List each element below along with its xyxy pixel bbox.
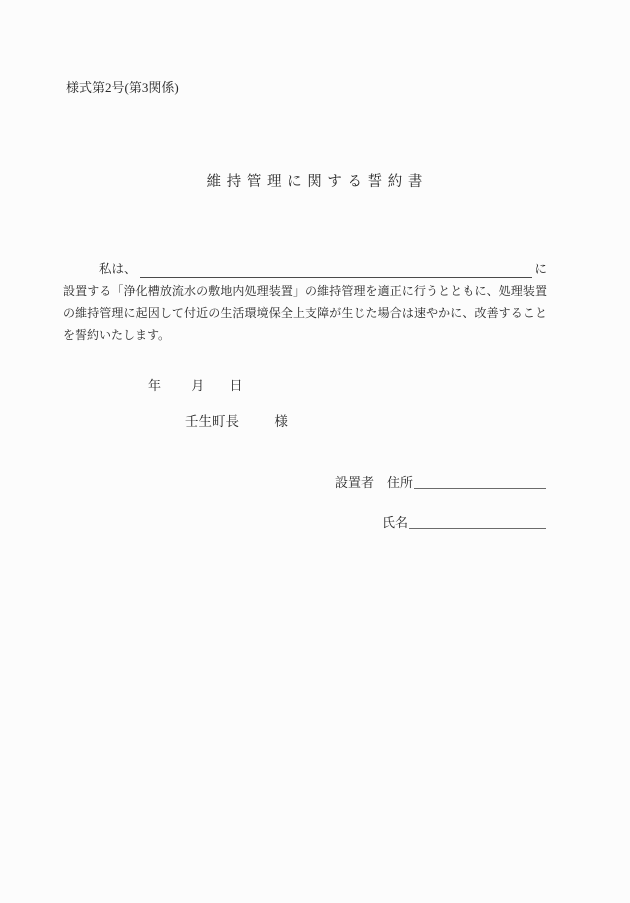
document-title: 維 持 管 理 に 関 す る 誓 約 書 xyxy=(206,174,424,190)
date-year-label: 年 xyxy=(148,378,162,393)
addressee-line xyxy=(185,412,288,432)
address-label: 住所 xyxy=(387,475,414,490)
name-blank-field[interactable] xyxy=(409,514,546,529)
date-day-label: 日 xyxy=(229,378,243,393)
date-month-label: 月 xyxy=(191,378,205,393)
installer-role-label: 設置者 xyxy=(335,475,375,490)
date-line xyxy=(148,376,243,396)
addressee-honorific: 様 xyxy=(274,414,288,429)
installer-name-row xyxy=(335,511,546,531)
pledge-line-4: を誓約いたします。 xyxy=(63,328,171,342)
pledge-line1-suffix: に xyxy=(534,262,547,276)
installer-block xyxy=(335,471,546,531)
location-blank-field[interactable] xyxy=(140,261,533,278)
addressee-name: 壬生町長 xyxy=(185,414,239,429)
form-number-label: 様式第2号(第3関係) xyxy=(66,80,179,95)
address-blank-field[interactable] xyxy=(414,474,546,489)
pledge-line-1 xyxy=(63,258,547,280)
pledge-line-2: 設置する「浄化槽放流水の敷地内処理装置」の維持管理を適正に行うとともに、処理装置 xyxy=(63,284,547,298)
pledge-line-3: の維持管理に起因して付近の生活環境保全上支障が生じた場合は速やかに、改善すること xyxy=(63,306,547,320)
pledge-paragraph xyxy=(63,258,547,346)
installer-address-row xyxy=(335,471,546,491)
name-label: 氏名 xyxy=(382,515,409,530)
pledge-line1-prefix: 私は、 xyxy=(99,262,137,276)
